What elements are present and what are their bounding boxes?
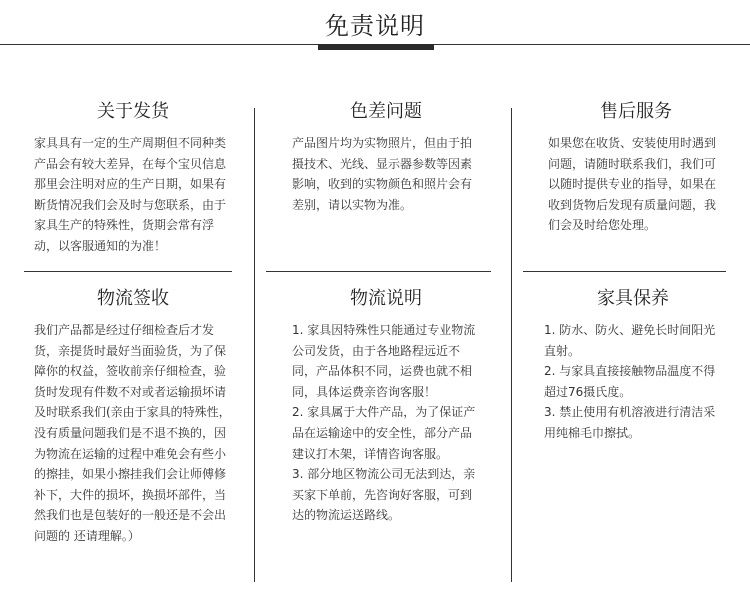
header-accent-bar (318, 44, 434, 50)
page-title: 免责说明 (325, 12, 425, 40)
section-title: 关于发货 (97, 101, 169, 122)
section-title: 售后服务 (600, 101, 672, 122)
section-list (292, 320, 480, 526)
section-text: 如果您在收货、安装使用时遇到问题，请随时联系我们，我们可以随时提供专业的指导，如果在收到货物后发现有质量问题，我们会及时给您处理。 (548, 136, 717, 233)
section-text: 产品图片均为实物照片，但由于拍摄技术、光线、显示器参数等因素影响，收到的实物颜色和照片会有差别，请以实物为准。 (292, 136, 473, 212)
column-divider-2 (511, 108, 512, 582)
list-item: 2. 家具属于大件产品，为了保证产品在运输途中的安全性，部分产品建议打木架，详情咨询客服。 (292, 405, 476, 461)
list-item: 1. 家具因特殊性只能通过专业物流公司发货，由于各地路程远近不同，产品体积不同，运费也就不相同，具体运费亲咨询客服！ (292, 323, 476, 399)
row-divider-left (24, 271, 232, 272)
section-delivery-receipt (34, 288, 232, 547)
list-item: 3. 部分地区物流公司无法到达，亲买家下单前，先咨询好客服，可到达的物流运送路线。 (292, 467, 476, 523)
list-item: 2. 与家具直接接触物品温度不得超过76摄氏度。 (544, 364, 716, 399)
section-title: 物流说明 (350, 288, 422, 309)
column-divider-1 (254, 108, 255, 582)
section-title: 色差问题 (350, 101, 422, 122)
section-title: 家具保养 (597, 288, 669, 309)
list-item: 1. 防水、防火、避免长时间阳光直射。 (544, 323, 716, 358)
section-shipping (34, 101, 232, 257)
section-title: 物流签收 (97, 288, 169, 309)
list-item: 3. 禁止使用有机溶液进行清洁采用纯棉毛巾擦拭。 (544, 405, 716, 440)
section-after-sales (548, 101, 724, 236)
row-divider-middle (266, 271, 491, 272)
section-logistics (292, 288, 480, 526)
section-text: 家具具有一定的生产周期但不同种类产品会有较大差异，在每个宝贝信息那里会注明对应的生产日期，如果有断货情况我们会及时与您联系，由于家具生产的特殊性，货期会常有浮动，以客服通知的为准！ (34, 136, 227, 253)
row-divider-right (523, 271, 726, 272)
section-color-difference (292, 101, 480, 215)
section-text: 我们产品都是经过仔细检查后才发货，亲提货时最好当面验货，为了保障你的权益，签收前亲仔细检查，验货时发现有件数不对或者运输损坏请及时联系我们(亲由于家具的特殊性，没有质量问题我们是不退不换的，因为物流在运输的过程中难免会有些小的擦挂，如果小擦挂我们会让师傅修补下，大件的损坏，换损坏部件，当然我们也是包装好的一般还是不会出问题的 还请理解。） (34, 323, 231, 543)
section-list (544, 320, 722, 444)
section-maintenance (544, 288, 722, 444)
